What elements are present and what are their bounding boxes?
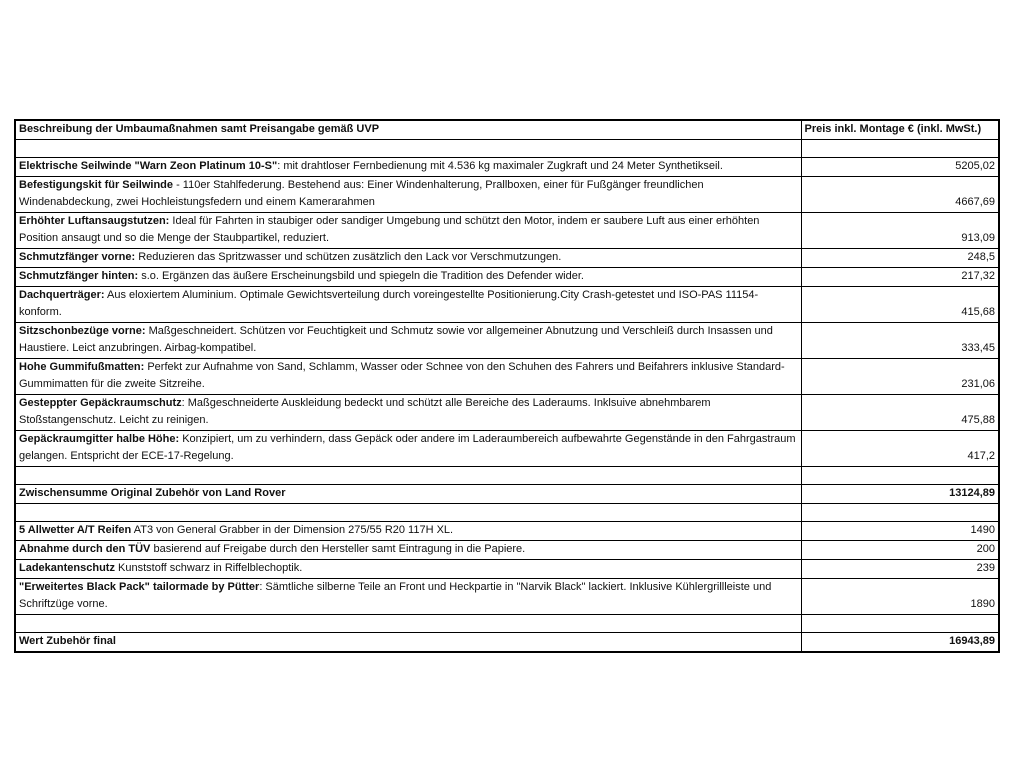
table-row [15, 559, 999, 578]
extra-description: Abnahme durch den TÜV basierend auf Freigabe durch den Hersteller samt Eintragung in die Papiere. [15, 540, 801, 559]
subtotal-row [15, 484, 999, 503]
price-table [14, 119, 1000, 653]
item-description: Gesteppter Gepäckraumschutz: Maßgeschneiderte Auskleidung bedeckt und schützt alle Bereiche des Laderaums. Inklsuive abnehmbarem Stoßstangenschutz. Leicht zu reinigen. [15, 394, 801, 430]
table-row [15, 212, 999, 248]
extra-description: Ladekantenschutz Kunststoff schwarz in Riffelblechoptik. [15, 559, 801, 578]
item-description: Dachquerträger: Aus eloxiertem Aluminium. Optimale Gewichtsverteilung durch voreingestellte Positionierung.City Crash-getestet und ISO-PAS 11154-konform. [15, 286, 801, 322]
extra-price: 1890 [801, 578, 999, 614]
item-description: Sitzschonbezüge vorne: Maßgeschneidert. Schützen vor Feuchtigkeit und Schmutz sowie vor allgemeiner Abnutzung und Verschleiß durch Insassen und Haustiere. Leict anzubringen. Airbag-kompatibel. [15, 322, 801, 358]
blank-row [15, 466, 999, 484]
table-row [15, 358, 999, 394]
total-label: Wert Zubehör final [15, 632, 801, 652]
item-price: 415,68 [801, 286, 999, 322]
item-price: 333,45 [801, 322, 999, 358]
table-row [15, 521, 999, 540]
blank-row [15, 139, 999, 157]
extra-price: 1490 [801, 521, 999, 540]
item-description: Gepäckraumgitter halbe Höhe: Konzipiert, um zu verhindern, dass Gepäck oder andere im Laderaumbereich aufbewahrte Gegenstände in den Fahrgastraum gelangen. Entspricht der ECE-17-Regelung. [15, 430, 801, 466]
table-row [15, 157, 999, 176]
item-description: Hohe Gummifußmatten: Perfekt zur Aufnahme von Sand, Schlamm, Wasser oder Schnee von den Schuhen des Fahrers und Beifahrers inklusive Standard-Gummimatten für die zweite Sitzreihe. [15, 358, 801, 394]
table-row [15, 176, 999, 212]
table-row [15, 267, 999, 286]
item-description: Schmutzfänger hinten: s.o. Ergänzen das äußere Erscheinungsbild und spiegeln die Tradition des Defender wider. [15, 267, 801, 286]
subtotal-label: Zwischensumme Original Zubehör von Land Rover [15, 484, 801, 503]
header-description: Beschreibung der Umbaumaßnahmen samt Preisangabe gemäß UVP [15, 120, 801, 139]
total-value: 16943,89 [801, 632, 999, 652]
extra-price: 200 [801, 540, 999, 559]
item-price: 913,09 [801, 212, 999, 248]
item-description: Schmutzfänger vorne: Reduzieren das Spritzwasser und schützen zusätzlich den Lack vor Verschmutzungen. [15, 248, 801, 267]
total-row [15, 632, 999, 652]
table-row [15, 540, 999, 559]
item-price: 417,2 [801, 430, 999, 466]
item-price: 248,5 [801, 248, 999, 267]
header-price: Preis inkl. Montage € (inkl. MwSt.) [801, 120, 999, 139]
extra-price: 239 [801, 559, 999, 578]
table-row [15, 322, 999, 358]
blank-row [15, 503, 999, 521]
blank-row [15, 614, 999, 632]
item-price: 4667,69 [801, 176, 999, 212]
item-description: Erhöhter Luftansaugstutzen: Ideal für Fahrten in staubiger oder sandiger Umgebung und schützt den Motor, indem er saubere Luft aus einer erhöhten Position ansaugt und so die Menge der Staubpartikel, reduziert. [15, 212, 801, 248]
item-description: Befestigungskit für Seilwinde - 110er Stahlfederung. Bestehend aus: Einer Windenhalterung, Prallboxen, einer für Fußgänger freundlichen Windenabdeckung, zwei Hochleistungsfedern und einem Kamerarahmen [15, 176, 801, 212]
table-row [15, 394, 999, 430]
table-row [15, 430, 999, 466]
table-header-row [15, 120, 999, 139]
table-row [15, 578, 999, 614]
table-row [15, 286, 999, 322]
item-price: 5205,02 [801, 157, 999, 176]
item-price: 231,06 [801, 358, 999, 394]
extra-description: 5 Allwetter A/T Reifen AT3 von General Grabber in der Dimension 275/55 R20 117H XL. [15, 521, 801, 540]
item-description: Elektrische Seilwinde "Warn Zeon Platinum 10-S": mit drahtloser Fernbedienung mit 4.536 kg maximaler Zugkraft und 24 Meter Synthetikseil. [15, 157, 801, 176]
subtotal-value: 13124,89 [801, 484, 999, 503]
extra-description: "Erweitertes Black Pack" tailormade by Pütter: Sämtliche silberne Teile an Front und Heckpartie in "Narvik Black" lackiert. Inklusive Kühlergrillleiste und Schriftzüge vorne. [15, 578, 801, 614]
item-price: 217,32 [801, 267, 999, 286]
item-price: 475,88 [801, 394, 999, 430]
table-row [15, 248, 999, 267]
